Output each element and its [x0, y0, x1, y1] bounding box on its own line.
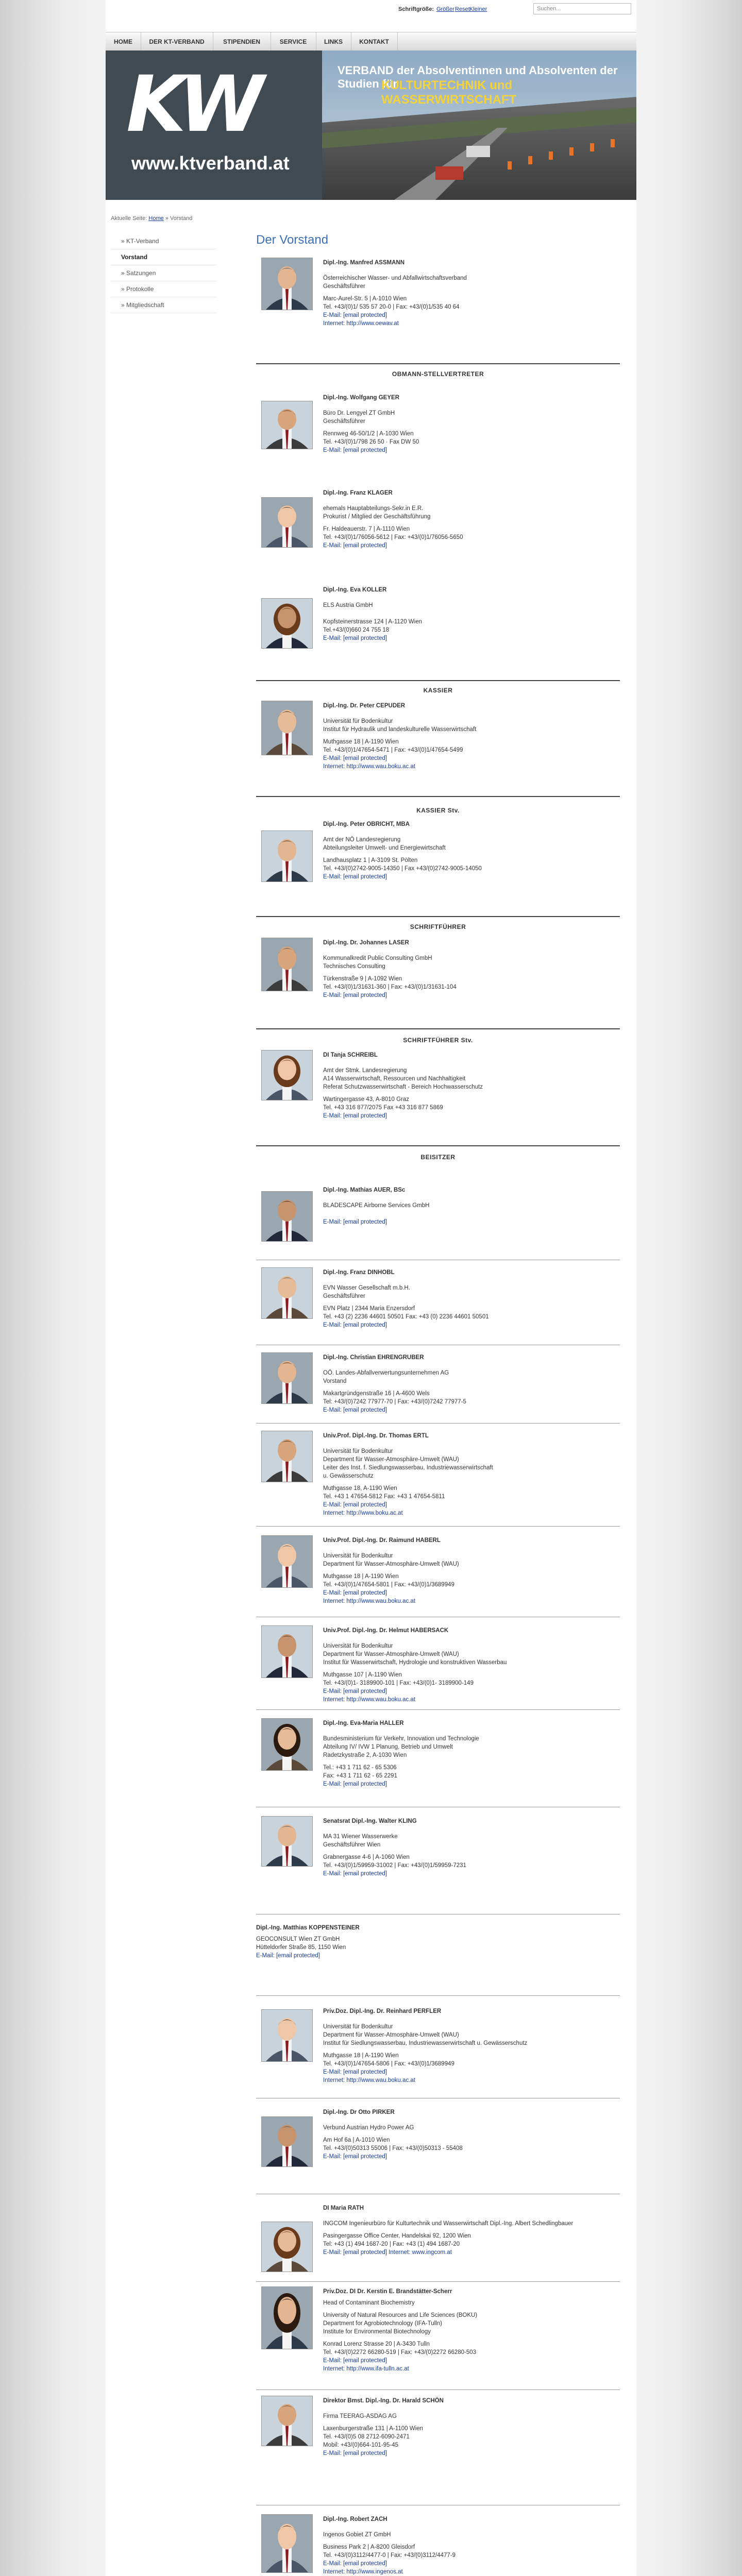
- main-nav: [106, 32, 636, 52]
- member-divider: [256, 1995, 620, 1996]
- nav-links[interactable]: LINKS: [316, 32, 351, 51]
- member-info-line: Institute for Environmental Biotechnology: [323, 2329, 431, 2335]
- member-photo: [261, 2222, 313, 2272]
- member-details: [323, 259, 467, 328]
- member-divider: [256, 2389, 620, 2390]
- font-reset-link[interactable]: Reset: [455, 6, 470, 12]
- sidebar-item-label: Vorstand: [121, 253, 148, 261]
- member-details: [323, 1432, 493, 1517]
- member-info-line: Tel. +43/(0)1- 3189900-101 | Fax: +43/(0)1- 3189900-149: [323, 1680, 474, 1686]
- member-info-line: Kopfsteinerstrasse 124 | A-1120 Wien: [323, 619, 422, 625]
- member-info-line: EVN Platz | 2344 Maria Enzersdorf: [323, 1306, 415, 1312]
- member-info-line: Österreichischer Wasser- und Abfallwirtschaftsverband: [323, 275, 467, 281]
- nav-kontakt[interactable]: KONTAKT: [351, 32, 398, 51]
- spacer: [323, 2539, 456, 2543]
- member-info-line: Amt der Stmk. Landesregierung: [323, 1067, 407, 1074]
- spacer: [323, 2307, 477, 2311]
- member-email-link[interactable]: E-Mail: [email protected]: [323, 2358, 387, 2364]
- member-info-line: Technisches Consulting: [323, 963, 385, 970]
- spacer: [323, 1365, 466, 1369]
- member-name: Dipl.-Ing. Eva-Maria HALLER: [323, 1720, 404, 1726]
- member-info-line: Muthgasse 18 | A-1190 Wien: [323, 739, 399, 745]
- member-details: [323, 820, 482, 881]
- member-info-line: Radetzkystraße 2, A-1030 Wien: [323, 1752, 407, 1758]
- spacer: [323, 1828, 466, 1833]
- member-info-line: Landhausplatz 1 | A-3109 St. Pölten: [323, 857, 418, 863]
- member-info-line: Abteilungsleiter Umwelt- und Energiewirtschaft: [323, 845, 446, 851]
- member-info-line: Konrad Lorenz Strasse 20 | A-3430 Tulln: [323, 2341, 430, 2347]
- section-divider: [256, 1028, 620, 1029]
- spacer: [323, 1480, 493, 1484]
- member-name: Dipl.-Ing. Franz DINHOBL: [323, 1269, 395, 1276]
- member-info-line: Tel. +43/(0)5 08 2712-6090-2471: [323, 2434, 410, 2440]
- page-container: [106, 0, 636, 2576]
- section-heading-kassier_stv: KASSIER Stv.: [416, 807, 460, 814]
- member-info-line: University of Natural Resources and Life Sciences (BOKU): [323, 2312, 478, 2318]
- member-info-line: Universität für Bodenkultur: [323, 1448, 393, 1454]
- sidebar-item-satzungen[interactable]: » Satzungen: [111, 265, 216, 281]
- member-website-link[interactable]: Internet: http://www.wau.boku.ac.at: [323, 2077, 415, 2083]
- member-name: Direktor Bmst. Dipl.-Ing. Dr. Harald SCHÖN: [323, 2398, 444, 2404]
- breadcrumb-prefix: Aktuelle Seite:: [111, 215, 147, 222]
- spacer: [323, 734, 476, 738]
- member-info-line: Fr. Haldeauerstr. 7 | A-1110 Wien: [323, 526, 410, 532]
- member-info-line: Institut für Siedlungswasserbau, Industriewasserwirtschaft u. Gewässerschutz: [323, 2040, 528, 2046]
- member-divider: [256, 2281, 620, 2282]
- member-info-line: Fax: +43 1 711 62 - 65 2291: [323, 1773, 397, 1779]
- section-divider: [256, 363, 620, 364]
- nav-service[interactable]: SERVICE: [271, 32, 316, 51]
- spacer: [323, 950, 457, 954]
- spacer: [323, 1568, 459, 1572]
- member-photo: [261, 1267, 313, 1319]
- section-divider: [256, 916, 620, 917]
- member-info-line: Department for Agrobiotechnology (IFA-Tulln): [323, 2320, 442, 2327]
- member-email-link[interactable]: E-Mail: [email protected]: [323, 1502, 387, 1508]
- spacer: [323, 852, 482, 856]
- member-photo: [261, 497, 313, 548]
- member-info-line: Universität für Bodenkultur: [323, 2024, 393, 2030]
- member-info-line: Department für Wasser-Atmosphäre-Umwelt (WAU): [323, 2032, 459, 2038]
- member-photo: [261, 258, 313, 310]
- member-info-line: Marc-Aurel-Str. 5 | A-1010 Wien: [323, 296, 407, 302]
- member-details: [323, 1051, 483, 1120]
- spacer: [323, 405, 419, 409]
- member-name: Dipl.-Ing. Dr Otto PIRKER: [323, 2109, 395, 2115]
- member-details: [323, 1268, 489, 1329]
- member-name: Dipl.-Ing. Eva KOLLER: [323, 587, 387, 593]
- member-info-line: Tel: +43/(0)7242 77977-70 | Fax: +43/(0)7242 77977-5: [323, 1399, 466, 1405]
- member-website-link[interactable]: Internet: http://www.wau.boku.ac.at: [323, 1697, 415, 1703]
- member-info-line: Universität für Bodenkultur: [323, 718, 393, 724]
- member-name: Dipl.-Ing. Robert ZACH: [323, 2516, 387, 2522]
- spacer: [323, 1210, 429, 1214]
- member-website-link[interactable]: Internet: http://www.boku.ac.at: [323, 1510, 403, 1516]
- spacer: [323, 2132, 463, 2136]
- banner-url: www.ktverband.at: [131, 152, 290, 174]
- member-photo: [261, 2116, 313, 2167]
- member-photo: [261, 1431, 313, 1482]
- member-details: [323, 1626, 507, 1704]
- member-info-line: Abteilung IV/ IVW 1 Planung, Betrieb und Umwelt: [323, 1744, 453, 1750]
- member-info-line: Geschäftsführer: [323, 283, 365, 290]
- section-heading-schrift: SCHRIFTFÜHRER: [410, 923, 466, 930]
- member-photo: [261, 1718, 313, 1771]
- spacer: [323, 713, 476, 717]
- top-bar: [106, 0, 636, 20]
- member-info-line: Kommunalkredit Public Consulting GmbH: [323, 955, 432, 961]
- member-info-line: Büro Dr. Lengyel ZT GmbH: [323, 410, 395, 416]
- member-info-line: Tel. +43/(0)1/47654-5801 | Fax: +43/(0)1/3689949: [323, 1582, 454, 1588]
- spacer: [323, 2228, 573, 2232]
- member-photo: [261, 2009, 313, 2062]
- member-email-link[interactable]: E-Mail: [email protected]: [323, 1219, 387, 1225]
- member-email-link[interactable]: E-Mail: [email protected]: [256, 1953, 320, 1959]
- spacer: [323, 1638, 507, 1642]
- member-info-line: Department für Wasser-Atmosphäre-Umwelt (WAU): [323, 1651, 459, 1657]
- member-website-link[interactable]: Internet: http://www.ifa-tulln.ac.at: [323, 2366, 409, 2372]
- member-info-line: BLADESCAPE Airborne Services GmbH: [323, 1202, 430, 1209]
- member-name: Dipl.-Ing. Dr. Peter CEPUDER: [323, 703, 406, 709]
- member-info-line: Muthgasse 107 | A-1190 Wien: [323, 1672, 402, 1678]
- spacer: [323, 2019, 527, 2023]
- member-email-link[interactable]: E-Mail: [email protected]: [323, 1688, 387, 1694]
- member-email-link[interactable]: E-Mail: [email protected]: [323, 2154, 387, 2160]
- member-info-line: Referat Schutzwasserwirtschaft - Bereich Hochwasserschutz: [323, 1084, 483, 1090]
- member-info-line: Wartingergasse 43, A-8010 Graz: [323, 1096, 410, 1103]
- member-info-line: Geschäftsführer Wien: [323, 1842, 381, 1848]
- kw-logo: KW: [126, 60, 259, 149]
- spacer: [323, 609, 422, 614]
- member-email-link[interactable]: E-Mail: [email protected]: [323, 1590, 387, 1596]
- member-info-line: Muthgasse 18, A-1190 Wien: [323, 1485, 397, 1492]
- spacer: [323, 1300, 489, 1304]
- member-info-line: INGCOM Ingenieurbüro für Kulturtechnik und Wasserwirtschaft Dipl.-Ing. Albert Schedlingbauer: [323, 2221, 574, 2227]
- nav-home[interactable]: HOME: [106, 32, 141, 51]
- section-heading-obmann_stv: OBMANN-STELLVERTRETER: [392, 370, 484, 378]
- spacer: [323, 1759, 479, 1764]
- member-info-line: ELS Austria GmbH: [323, 602, 373, 608]
- member-info-line: Institut für Wasserwirtschaft, Hydrologie und konstruktiven Wasserbau: [323, 1659, 507, 1666]
- spacer: [323, 521, 463, 525]
- sidebar-item-protokolle[interactable]: » Protokolle: [111, 281, 216, 297]
- sidebar-item-kt-verband[interactable]: » KT-Verband: [111, 233, 216, 249]
- sidebar-item-label: Mitgliedschaft: [126, 301, 164, 309]
- member-info-line: Head of Contaminant Biochemistry: [323, 2300, 415, 2306]
- search-input[interactable]: Suchen...: [533, 3, 631, 14]
- spacer: [323, 1197, 429, 1201]
- member-name: Dipl.-Ing. Matthias KOPPENSTEINER: [256, 1925, 360, 1931]
- section-heading-kassier: KASSIER: [423, 687, 453, 694]
- spacer: [323, 1443, 493, 1447]
- spacer: [323, 1062, 483, 1066]
- member-info-line: Am Hof 6a | A-1010 Wien: [323, 2137, 390, 2143]
- member-details: [323, 1186, 429, 1226]
- breadcrumb-home[interactable]: Home: [148, 215, 164, 222]
- member-info-line: OÖ. Landes-Abfallverwertungsunternehmen AG: [323, 1370, 449, 1376]
- spacer: [323, 832, 482, 836]
- member-info-line: Leiter des Inst. f. Siedlungswasserbau, Industriewasserwirtschaft: [323, 1465, 493, 1471]
- spacer: [323, 1548, 459, 1552]
- member-info-line: Tel. +43/(0)1/31631-360 | Fax: +43/(0)1/31631-104: [323, 984, 457, 990]
- member-info-line: Tel. +43/(0)1/798 26 50 · Fax DW 50: [323, 439, 419, 445]
- spacer: [323, 597, 422, 601]
- member-details: [323, 702, 476, 771]
- member-info-line: Tel. +43 1 47654-5812 Fax: +43 1 47654-5811: [323, 1494, 445, 1500]
- member-email-link[interactable]: E-Mail: [email protected]: [323, 1407, 387, 1413]
- member-photo: [261, 1352, 313, 1404]
- section-divider: [256, 680, 620, 681]
- member-email-link[interactable]: E-Mail: [email protected]: [323, 1322, 387, 1328]
- member-details: [323, 394, 419, 454]
- member-details: [323, 586, 422, 642]
- member-photo: [261, 701, 313, 755]
- member-info-line: ehemals Hauptabteilungs-Sekr.in E.R.: [323, 505, 424, 512]
- member-info-line: Geschäftsführer: [323, 1293, 365, 1299]
- member-info-line: A14 Wasserwirtschaft, Ressourcen und Nachhaltigkeit: [323, 1076, 466, 1082]
- member-email-link[interactable]: E-Mail: [email protected]: [323, 2561, 387, 2567]
- member-details: [323, 2007, 527, 2084]
- member-info-line: Firma TEERAG-ASDAG AG: [323, 2413, 397, 2419]
- member-details: [323, 1719, 479, 1788]
- spacer: [323, 614, 422, 618]
- member-info-line: Tel. +43/(0)1/47654-5806 | Fax: +43/(0)1/3689949: [323, 2061, 454, 2067]
- member-info-line: Muthgasse 18 | A-1190 Wien: [323, 1573, 399, 1580]
- member-email-link[interactable]: E-Mail: [email protected]: [323, 1871, 387, 1877]
- member-info-line: Pasingergasse Office Center, Handelskai 92, 1200 Wien: [323, 2233, 471, 2239]
- member-photo: [261, 598, 313, 649]
- member-info-line: Hütteldorfer Straße 85, 1150 Wien: [256, 1944, 346, 1951]
- member-info-line: Bundesministerium für Verkehr, Innovation und Technologie: [323, 1736, 479, 1742]
- spacer: [323, 291, 467, 295]
- member-info-line: Tel. +43/(0)3112/4477-0 | Fax: +43/(0)3112/4477-9: [323, 2552, 456, 2558]
- banner-title-line1: VERBAND der Absolventinnen und Absolventen der Studien für: [338, 64, 618, 90]
- member-info-line: Tel.: +43 1 711 62 - 65 5306: [323, 1765, 397, 1771]
- member-details: [323, 2108, 463, 2161]
- member-info-line: Geschäftsführer: [323, 418, 365, 425]
- member-email-link[interactable]: E-Mail: [email protected] Internet: www.ingcom.at: [323, 2249, 452, 2256]
- member-info-line: Ingenos Gobiet ZT GmbH: [323, 2532, 391, 2538]
- member-email-link[interactable]: E-Mail: [email protected]: [323, 992, 387, 998]
- member-details: [323, 1817, 466, 1878]
- member-info-line: Universität für Bodenkultur: [323, 1553, 393, 1559]
- breadcrumb-current: Vorstand: [170, 215, 193, 222]
- spacer: [323, 971, 457, 975]
- member-info-line: Department für Wasser-Atmosphäre-Umwelt (WAU): [323, 1561, 459, 1567]
- spacer: [323, 500, 463, 504]
- member-divider: [256, 1709, 620, 1710]
- member-photo: [261, 1816, 313, 1867]
- member-details: [323, 489, 463, 550]
- member-info-line: Muthgasse 18 | A-1190 Wien: [323, 2053, 399, 2059]
- sidebar-item-mitgliedschaft[interactable]: » Mitgliedschaft: [111, 297, 216, 313]
- spacer: [323, 2215, 573, 2219]
- member-name: Priv.Doz. DI Dr. Kerstin E. Brandstätter-Scherr: [323, 2289, 452, 2295]
- member-info-line: Makartgründgenstraße 16 | A-4600 Wels: [323, 1391, 430, 1397]
- member-name: Univ.Prof. Dipl.-Ing. Dr. Helmut HABERSACK: [323, 1628, 449, 1634]
- banner-title-line2: KULTURTECHNIK und WASSERWIRTSCHAFT: [381, 78, 517, 107]
- member-name: Dipl.-Ing. Peter OBRICHT, MBA: [323, 821, 410, 827]
- page-title: Der Vorstand: [256, 233, 329, 247]
- member-info-line: Tel. +43/(0)1/59959-31002 | Fax: +43/(0)1/59959-7231: [323, 1862, 466, 1869]
- member-info-line: Tel. +43/(0)2742-9005-14350 | Fax +43/(0)2742-9005-14050: [323, 866, 482, 872]
- sidebar: [111, 233, 216, 313]
- nav-kt-verband[interactable]: DER KT-VERBAND: [141, 32, 213, 51]
- section-heading-beisitzer: BEISITZER: [420, 1154, 456, 1161]
- member-email-link[interactable]: E-Mail: [email protected]: [323, 1781, 387, 1787]
- member-info-line: Amt der NÖ Landesregierung: [323, 837, 401, 843]
- member-website-link[interactable]: Internet: http://www.wau.boku.ac.at: [323, 764, 415, 770]
- spacer: [323, 2527, 456, 2531]
- spacer: [323, 1091, 483, 1095]
- member-info-line: Rennweg 46-50/1/2 | A-1030 Wien: [323, 431, 414, 437]
- section-divider: [256, 1145, 620, 1146]
- font-larger-link[interactable]: Größer: [436, 6, 454, 12]
- member-name: Dipl.-Ing. Manfred ASSMANN: [323, 260, 405, 266]
- member-photo: [261, 831, 313, 882]
- spacer: [323, 1849, 466, 1853]
- sidebar-item-label: Protokolle: [126, 285, 154, 293]
- member-info-line: Vorstand: [323, 1378, 347, 1384]
- member-details: [256, 1924, 360, 1960]
- member-details: [323, 2287, 477, 2373]
- member-info-line: u. Gewässerschutz: [323, 1473, 374, 1479]
- member-info-line: Tel. +43/(0)1/76056-5612 | Fax: +43/(0)1/76056-5650: [323, 534, 463, 540]
- member-info-line: Tel. +43/(0)1/47654-5471 | Fax: +43/(0)1/47654-5499: [323, 747, 463, 753]
- member-email-link[interactable]: E-Mail: [email protected]: [323, 874, 387, 880]
- member-info-line: Tel: +43 (1) 494 1687-20 | Fax: +43 (1) 494 1687-20: [323, 2241, 460, 2247]
- member-website-link[interactable]: Internet: http://www.ingenos.at: [323, 2569, 403, 2575]
- member-photo: [261, 401, 313, 449]
- member-info-line: EVN Wasser Gesellschaft m.b.H.: [323, 1285, 410, 1291]
- section-heading-schrift_stv: SCHRIFTFÜHRER Stv.: [403, 1037, 473, 1044]
- spacer: [323, 2336, 477, 2340]
- spacer: [323, 2047, 527, 2052]
- member-divider: [256, 1526, 620, 1527]
- member-name: DI Tanja SCHREIBL: [323, 1052, 378, 1058]
- member-info-line: Tel. +43/(0)50313 55006 | Fax: +43/(0)50313 - 55408: [323, 2145, 463, 2151]
- member-info-line: Tel.+43/(0)660 24 755 18: [323, 627, 390, 633]
- member-details: [323, 2204, 573, 2257]
- sidebar-item-label: KT-Verband: [126, 238, 159, 245]
- spacer: [323, 1385, 466, 1389]
- sidebar-item-label: Satzungen: [126, 269, 156, 277]
- member-name: Univ.Prof. Dipl.-Ing. Dr. Thomas ERTL: [323, 1433, 429, 1439]
- member-photo: [261, 2286, 313, 2349]
- member-name: Priv.Doz. Dipl.-Ing. Dr. Reinhard PERFLER: [323, 2008, 442, 2014]
- member-info-line: Verbund Austrian Hydro Power AG: [323, 2125, 414, 2131]
- member-name: Dipl.-Ing. Franz KLAGER: [323, 490, 393, 496]
- nav-stipendien[interactable]: STIPENDIEN: [213, 32, 271, 51]
- member-photo: [261, 1050, 313, 1100]
- member-details: [323, 1536, 459, 1605]
- member-photo: [261, 2514, 313, 2573]
- member-website-link[interactable]: Internet: http://www.wau.boku.ac.at: [323, 1598, 415, 1604]
- member-info-line: Mobil: +43/(0)664-101-95-45: [323, 2442, 399, 2448]
- member-info-line: Institut für Hydraulik und landeskulturelle Wasserwirtschaft: [323, 726, 477, 733]
- member-info-line: Business Park 2 | A-8200 Gleisdorf: [323, 2544, 415, 2550]
- member-email-link[interactable]: E-Mail: [email protected]: [323, 1113, 387, 1119]
- spacer: [323, 1667, 507, 1671]
- member-photo: [261, 938, 313, 991]
- member-email-link[interactable]: E-Mail: [email protected]: [323, 635, 387, 641]
- member-website-link[interactable]: Internet: http://www.oewav.at: [323, 320, 399, 327]
- member-details: [323, 2515, 456, 2576]
- member-details: [323, 2397, 444, 2458]
- member-email-link[interactable]: E-Mail: [email protected]: [323, 312, 387, 318]
- member-name: Dipl.-Ing. Christian EHRENGRUBER: [323, 1354, 424, 1361]
- member-photo: [261, 2396, 313, 2446]
- member-info-line: Tel. +43 (2) 2236 44601 50501 Fax: +43 (0) 2236 44601 50501: [323, 1314, 489, 1320]
- spacer: [323, 426, 419, 430]
- member-details: [323, 1353, 466, 1414]
- member-info-line: Grabnergasse 4-6 | A-1060 Wien: [323, 1854, 410, 1860]
- member-name: DI Maria RATH: [323, 2205, 364, 2211]
- member-details: [323, 939, 457, 999]
- section-divider: [256, 796, 620, 797]
- member-info-line: Tel. +43/(0)1/ 535 57 20-0 | Fax: +43/(0)1/535 40 64: [323, 304, 460, 310]
- member-photo: [261, 1191, 313, 1242]
- header-banner: [106, 50, 636, 200]
- spacer: [323, 2420, 444, 2425]
- member-info-line: MA 31 Wiener Wasserwerke: [323, 1834, 398, 1840]
- member-email-link[interactable]: E-Mail: [email protected]: [323, 543, 387, 549]
- member-info-line: Prokurist / Mitglied der Geschäftsführung: [323, 514, 431, 520]
- spacer: [323, 2120, 463, 2124]
- member-info-line: Türkenstraße 9 | A-1092 Wien: [323, 976, 402, 982]
- member-email-link[interactable]: E-Mail: [email protected]: [323, 755, 387, 761]
- member-info-line: GEOCONSULT Wien ZT GmbH: [256, 1936, 340, 1942]
- member-info-line: Tel. +43 316 877/2075 Fax +43 316 877 5869: [323, 1105, 443, 1111]
- member-photo: [261, 1535, 313, 1588]
- member-email-link[interactable]: E-Mail: [email protected]: [323, 447, 387, 453]
- spacer: [323, 1280, 489, 1284]
- member-info-line: Tel. +43/(0)2272 66280-519 | Fax: +43/(0)2272 66280-503: [323, 2349, 477, 2355]
- member-name: Univ.Prof. Dipl.-Ing. Dr. Raimund HABERL: [323, 1537, 441, 1544]
- spacer: [323, 270, 467, 274]
- member-photo: [261, 1625, 313, 1678]
- font-size-label: Schriftgröße:: [398, 6, 434, 12]
- member-email-link[interactable]: E-Mail: [email protected]: [323, 2069, 387, 2075]
- font-smaller-link[interactable]: Kleiner: [469, 6, 487, 12]
- member-info-line: Universität für Bodenkultur: [323, 1643, 393, 1649]
- member-name: Dipl.-Ing. Dr. Johannes LASER: [323, 940, 409, 946]
- member-email-link[interactable]: E-Mail: [email protected]: [323, 2450, 387, 2456]
- member-name: Senatsrat Dipl.-Ing. Walter KLING: [323, 1818, 417, 1824]
- spacer: [323, 2408, 444, 2412]
- member-info-line: Laxenburgerstraße 131 | A-1100 Wien: [323, 2426, 423, 2432]
- spacer: [323, 1214, 429, 1218]
- member-name: Dipl.-Ing. Wolfgang GEYER: [323, 395, 400, 401]
- spacer: [323, 1731, 479, 1735]
- member-name: Dipl.-Ing. Mathias AUER, BSc: [323, 1187, 406, 1193]
- sidebar-item-vorstand[interactable]: [111, 249, 216, 265]
- breadcrumb: Aktuelle Seite: Home » Vorstand: [111, 215, 193, 222]
- member-info-line: Department für Wasser-Atmosphäre-Umwelt (WAU): [323, 1456, 459, 1463]
